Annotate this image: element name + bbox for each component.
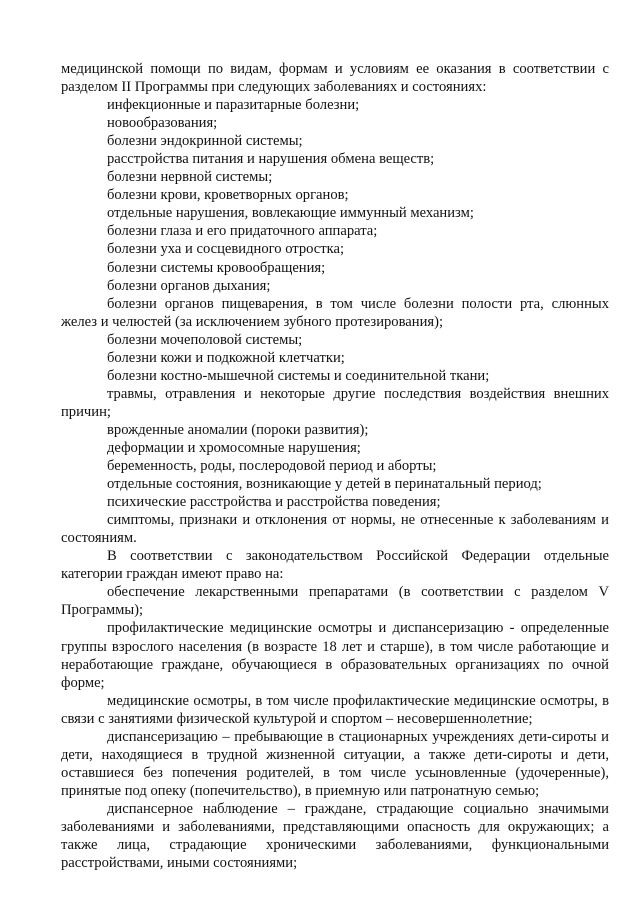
disease-item: болезни эндокринной системы;: [107, 133, 303, 150]
digestive-item: болезни органов пищеварения, в том числе болезни полости рта, слюнных желез и челюстей (за исключением зубного протезирования);: [61, 295, 609, 330]
disease-item: болезни уха и сосцевидного отростка;: [107, 241, 345, 258]
disease-item: болезни глаза и его придаточного аппарата;: [107, 223, 378, 240]
symptoms-item: симптомы, признаки и отклонения от нормы, не отнесенные к заболеваниям и состояниям.: [61, 512, 609, 547]
document-body: [61, 60, 609, 872]
disease-item: психические расстройства и расстройства поведения;: [107, 494, 441, 511]
rights-intro-paragraph: В соответствии с законодательством Российской Федерации отдельные категории граждан имеют право на:: [61, 548, 609, 583]
checkups-paragraph: профилактические медицинские осмотры и диспансеризацию - определенные группы взрослого населения (в возрасте 18 лет и старше), в том числе работающие и неработающие граждане, обучающиеся в образовательных организациях по очной форме;: [61, 620, 609, 691]
disease-item: беременность, роды, послеродовой период и аборты;: [107, 458, 437, 475]
disease-item: болезни нервной системы;: [107, 169, 273, 186]
disease-item: отдельные нарушения, вовлекающие иммунный механизм;: [107, 205, 474, 222]
disease-item: болезни мочеполовой системы;: [107, 331, 303, 348]
disease-item: болезни кожи и подкожной клетчатки;: [107, 349, 345, 366]
disease-item: болезни крови, кроветворных органов;: [107, 187, 349, 204]
trauma-item: травмы, отравления и некоторые другие последствия воздействия внешних причин;: [61, 385, 609, 420]
orphans-paragraph: диспансеризацию – пребывающие в стационарных учреждениях дети-сироты и дети, находящиеся в трудной жизненной ситуации, а также дети-сироты и дети, оставшиеся без попечения родителей, в том числе усыновленные (удочеренные), принятые под опеку (попечительство), в приемную или патронатную семью;: [61, 728, 609, 799]
sports-paragraph: медицинские осмотры, в том числе профилактические медицинские осмотры, в связи с занятиями физической культурой и спортом – несовершеннолетние;: [61, 692, 609, 727]
disease-item: новообразования;: [107, 115, 218, 132]
disease-item: врожденные аномалии (пороки развития);: [107, 421, 369, 438]
medicines-paragraph: обеспечение лекарственными препаратами (в соответствии с разделом V Программы);: [61, 584, 609, 619]
disease-item: расстройства питания и нарушения обмена веществ;: [107, 151, 435, 168]
disease-item: отдельные состояния, возникающие у детей в перинатальный период;: [107, 476, 542, 493]
intro-paragraph: медицинской помощи по видам, формам и условиям ее оказания в соответствии с разделом II Программы при следующих заболеваниях и состояниях:: [61, 61, 609, 96]
disease-item: инфекционные и паразитарные болезни;: [107, 97, 360, 114]
disease-item: болезни системы кровообращения;: [107, 259, 326, 276]
disease-item: болезни органов дыхания;: [107, 277, 271, 294]
disease-item: болезни костно-мышечной системы и соединительной ткани;: [107, 367, 490, 384]
disease-item: деформации и хромосомные нарушения;: [107, 439, 361, 456]
observation-paragraph: диспансерное наблюдение – граждане, страдающие социально значимыми заболеваниями и заболеваниями, представляющими опасность для окружающих; а также лица, страдающие хроническими заболеваниями, функциональными расстройствами, иными состояниями;: [61, 800, 609, 872]
